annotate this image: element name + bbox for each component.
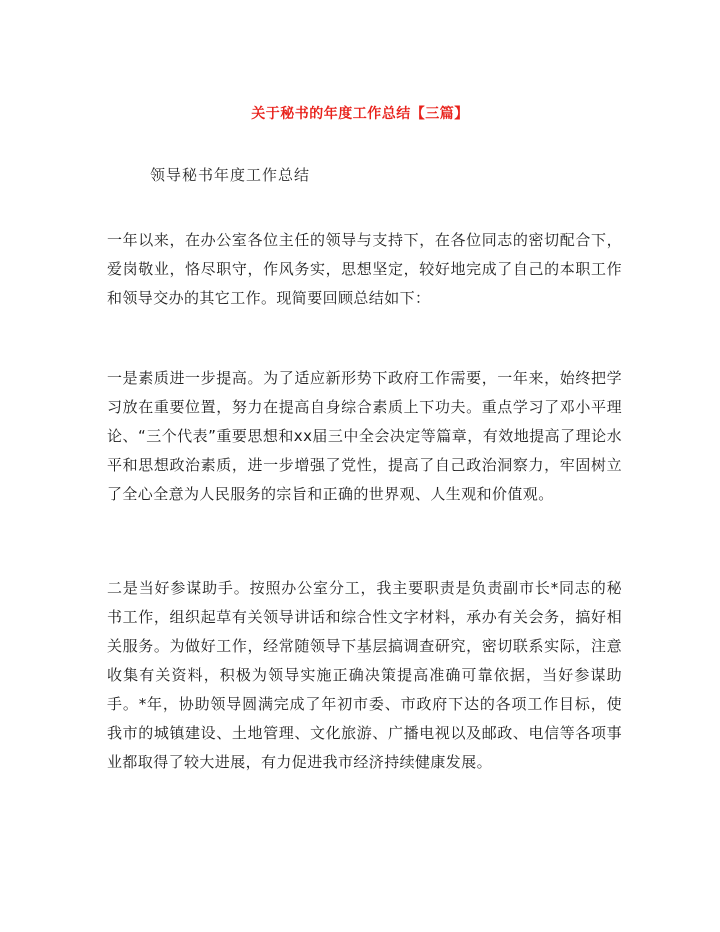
document-subtitle: 领导秘书年度工作总结 bbox=[150, 166, 311, 184]
paragraph-intro: 一年以来，在办公室各位主任的领导与支持下，在各位同志的密切配合下，爱岗敬业，恪尽职守，作风务实，思想坚定，较好地完成了自己的本职工作和领导交办的其它工作。现简要回顾总结如下： bbox=[107, 231, 622, 307]
document-title: 关于秘书的年度工作总结【三篇】 bbox=[251, 106, 469, 122]
paragraph-quality: 一是素质进一步提高。为了适应新形势下政府工作需要，一年来，始终把学习放在重要位置，努力在提高自身综合素质上下功夫。重点学习了邓小平理论、“三个代表”重要思想和xx届三中全会决定等篇章，有效地提高了理论水平和思想政治素质，进一步增强了党性，提高了自己政治洞察力，牢固树立了全心全意为人民服务的宗旨和正确的世界观、人生观和价值观。 bbox=[107, 369, 622, 503]
paragraph-assistant: 二是当好参谋助手。按照办公室分工，我主要职责是负责副市长*同志的秘书工作，组织起草有关领导讲话和综合性文字材料，承办有关会务，搞好相关服务。为做好工作，经常随领导下基层搞调查研究，密切联系实际，注意收集有关资料，积极为领导实施正确决策提高准确可靠依据，当好参谋助手。*年，协助领导圆满完成了年初市委、市政府下达的各项工作目标，使我市的城镇建设、土地管理、文化旅游、广播电视以及邮政、电信等各项事业都取得了较大进展，有力促进我市经济持续健康发展。 bbox=[107, 579, 622, 771]
